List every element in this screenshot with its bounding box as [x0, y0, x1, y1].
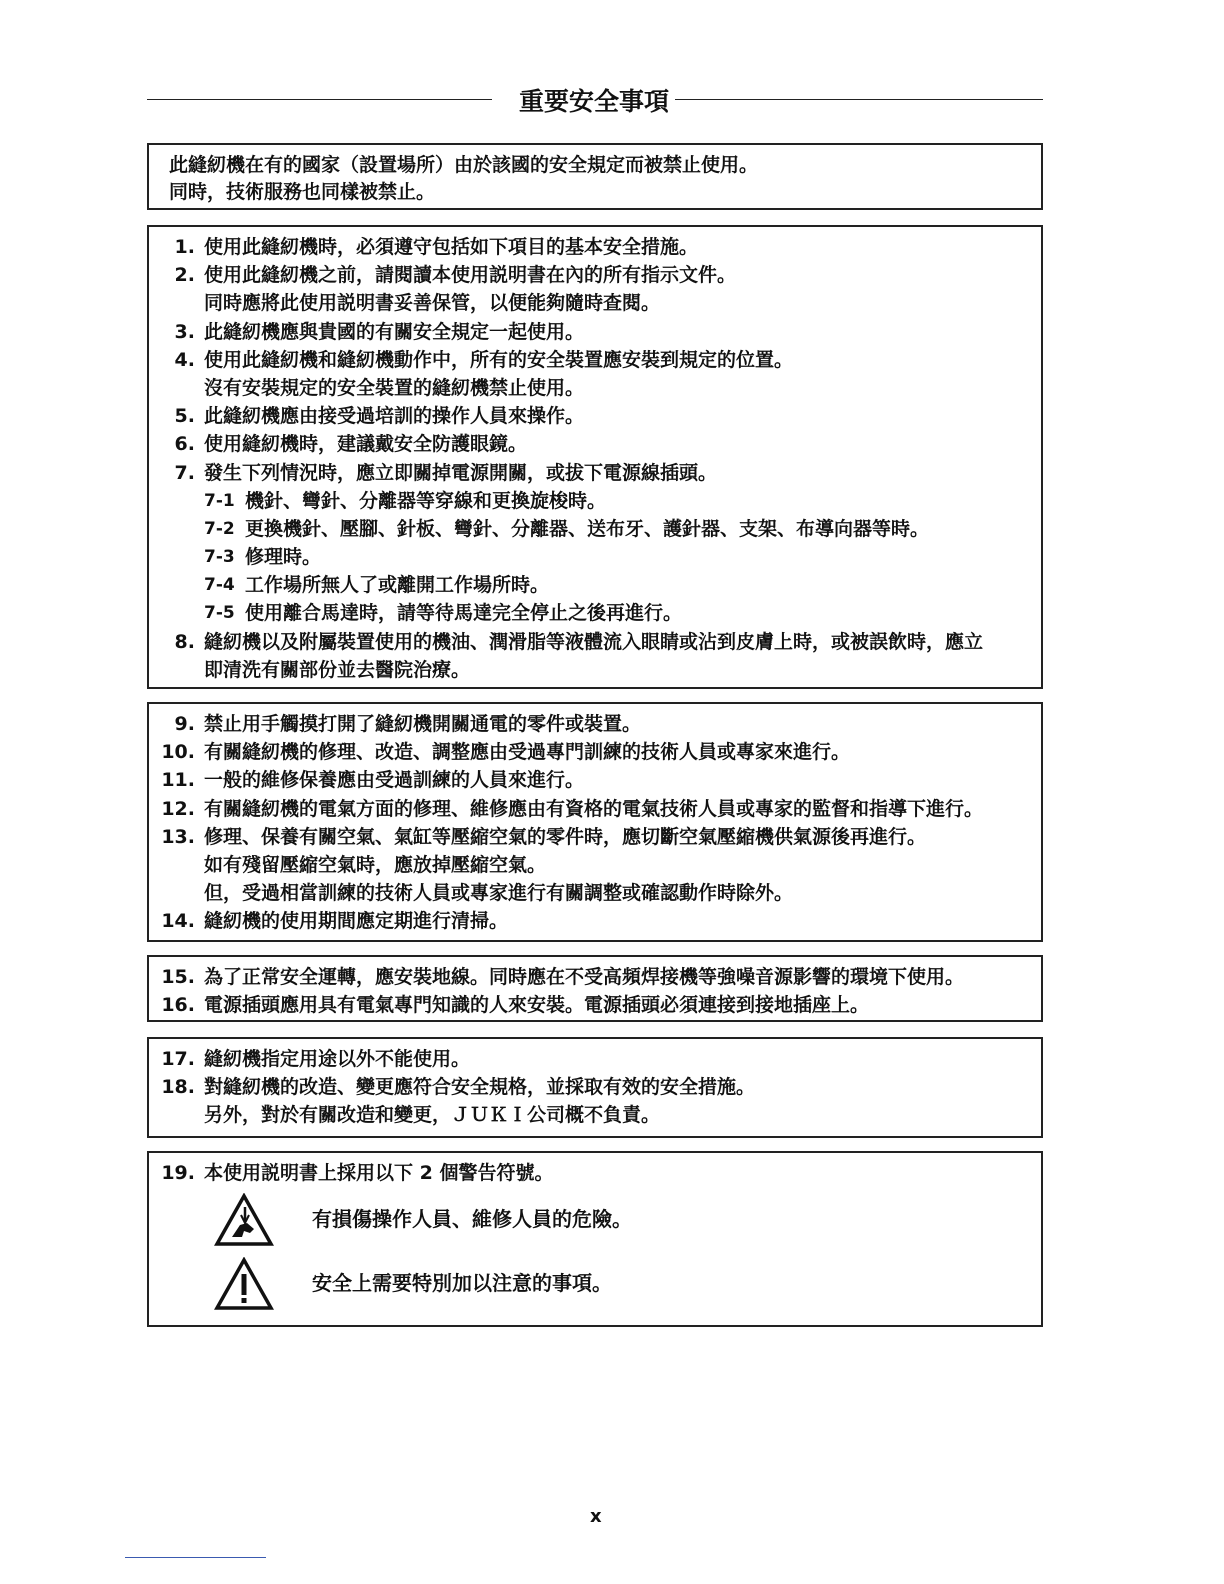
list-item — [149, 766, 1041, 794]
item-text: 此縫紉機應與貴國的有關安全規定一起使用。 — [204, 320, 585, 343]
item-number: 3. — [174, 320, 195, 343]
title-rule-left — [147, 99, 492, 100]
sub-list-item — [149, 487, 1041, 515]
item-number: 7. — [174, 461, 195, 484]
list-item — [149, 289, 1041, 317]
list-item — [149, 233, 1041, 261]
list-item — [149, 459, 1041, 487]
item-number: 14. — [161, 910, 195, 933]
item-text: 縫紉機的使用期間應定期進行清掃。 — [204, 910, 509, 933]
page-title: 重要安全事項 — [519, 87, 670, 116]
item-text: 使用此縫紉機之前，請閱讀本使用説明書在內的所有指示文件。 — [204, 264, 737, 287]
list-item — [149, 430, 1041, 458]
item-text: 如有殘留壓縮空氣時，應放掉壓縮空氣。 — [204, 853, 547, 876]
item-text: 禁止用手觸摸打開了縫紉機開關通電的零件或裝置。 — [204, 713, 642, 735]
sub-list-item — [149, 599, 1041, 627]
notice-line: 此縫紉機在有的國家（設置場所）由於該國的安全規定而被禁止使用。 — [169, 154, 759, 176]
symbol-row — [149, 1193, 1041, 1257]
safety-items-group-1 — [147, 225, 1043, 689]
symbol-description: 安全上需要特別加以注意的事項。 — [312, 1271, 612, 1296]
sub-list-item — [149, 571, 1041, 599]
item-number: 18. — [161, 1076, 195, 1099]
list-item — [149, 710, 1041, 738]
symbol-description: 有損傷操作人員、維修人員的危險。 — [312, 1207, 632, 1232]
item-text: 使用離合馬達時，請等待馬達完全停止之後再進行。 — [245, 602, 683, 625]
item-text: 機針、彎針、分離器等穿線和更換旋梭時。 — [245, 489, 607, 512]
hand-injury-warning-icon — [214, 1193, 274, 1247]
list-item — [149, 628, 1041, 656]
item-text: 發生下列情況時，應立即關掉電源開關，或拔下電源線插頭。 — [204, 461, 718, 484]
item-number: 15. — [161, 966, 195, 988]
list-item — [149, 1101, 1041, 1129]
page-header — [147, 80, 1043, 120]
item-text: 同時應將此使用説明書妥善保管，以便能夠隨時查閱。 — [204, 292, 661, 315]
item-text: 另外，對於有關改造和變更，ＪＵＫＩ公司概不負責。 — [204, 1104, 661, 1127]
item-number: 5. — [174, 405, 195, 428]
item-text: 使用此縫紉機時，必須遵守包括如下項目的基本安全措施。 — [204, 236, 699, 258]
item-text: 修理時。 — [245, 546, 322, 569]
list-item — [149, 318, 1041, 346]
list-item — [149, 374, 1041, 402]
item-text: 縫紉機以及附屬裝置使用的機油、潤滑脂等液體流入眼睛或沾到皮膚上時，或被誤飲時，應立 — [204, 630, 984, 653]
list-item — [149, 991, 1041, 1019]
item-text: 一般的維修保養應由受過訓練的人員來進行。 — [204, 769, 585, 792]
item-number: 17. — [161, 1048, 195, 1070]
list-item — [149, 963, 1041, 991]
safety-items-group-3 — [147, 955, 1043, 1022]
item-text: 更換機針、壓腳、針板、彎針、分離器、送布牙、護針器、支架、布導向器等時。 — [245, 517, 930, 540]
prohibition-notice-box — [147, 143, 1043, 210]
list-item — [149, 795, 1041, 823]
item-text: 縫紉機指定用途以外不能使用。 — [204, 1048, 471, 1070]
item-text: 但，受過相當訓練的技術人員或專家進行有關調整或確認動作時除外。 — [204, 882, 794, 905]
item-number: 7-4 — [204, 575, 235, 596]
item-number: 2. — [174, 264, 195, 287]
item-number: 4. — [174, 348, 195, 371]
item-text: 使用縫紉機時，建議戴安全防護眼鏡。 — [204, 433, 528, 456]
item-text: 對縫紉機的改造、變更應符合安全規格，並採取有效的安全措施。 — [204, 1076, 756, 1099]
title-rule-right — [675, 99, 1043, 100]
list-item — [149, 1045, 1041, 1073]
list-item — [149, 1073, 1041, 1101]
caution-exclamation-icon — [214, 1257, 274, 1311]
item-text: 此縫紉機應由接受過培訓的操作人員來操作。 — [204, 405, 585, 428]
item-number: 12. — [161, 797, 195, 820]
item-text: 修理、保養有關空氣、氣缸等壓縮空氣的零件時，應切斷空氣壓縮機供氣源後再進行。 — [204, 825, 927, 848]
safety-items-group-4 — [147, 1037, 1043, 1138]
list-item — [149, 346, 1041, 374]
item-number: 1. — [174, 236, 195, 258]
footer-rule — [125, 1557, 266, 1558]
list-item — [149, 907, 1041, 935]
safety-items-group-2 — [147, 702, 1043, 942]
list-item — [149, 261, 1041, 289]
item-number: 6. — [174, 433, 195, 456]
item-text: 使用此縫紉機和縫紉機動作中，所有的安全裝置應安裝到規定的位置。 — [204, 348, 794, 371]
warning-symbols-box — [147, 1151, 1043, 1327]
item-number: 11. — [161, 769, 195, 792]
item-number: 7-1 — [204, 490, 235, 511]
item-number: 9. — [174, 713, 195, 735]
item-text: 有關縫紉機的修理、改造、調整應由受過專門訓練的技術人員或專家來進行。 — [204, 741, 851, 764]
item-number: 16. — [161, 994, 195, 1017]
item-number: 10. — [161, 741, 195, 764]
item-number: 8. — [174, 630, 195, 653]
list-item — [149, 656, 1041, 684]
list-item — [149, 879, 1041, 907]
item-text: 沒有安裝規定的安全裝置的縫紉機禁止使用。 — [204, 376, 585, 399]
notice-line: 同時，技術服務也同樣被禁止。 — [169, 181, 436, 203]
page-number: x — [590, 1506, 602, 1527]
item-number: 7-3 — [204, 547, 235, 568]
item-text: 電源插頭應用具有電氣專門知識的人來安裝。電源插頭必須連接到接地插座上。 — [204, 994, 870, 1017]
item-text: 本使用説明書上採用以下 2 個警告符號。 — [204, 1162, 554, 1184]
item-text: 即清洗有關部份並去醫院治療。 — [204, 658, 471, 681]
list-item — [149, 1159, 1041, 1187]
list-item — [149, 402, 1041, 430]
item-text: 工作場所無人了或離開工作場所時。 — [245, 574, 550, 597]
item-text: 為了正常安全運轉，應安裝地線。同時應在不受高頻焊接機等強噪音源影響的環境下使用。 — [204, 966, 965, 988]
item-number: 7-2 — [204, 518, 235, 539]
item-number: 13. — [161, 825, 195, 848]
list-item — [149, 738, 1041, 766]
item-text: 有關縫紉機的電氣方面的修理、維修應由有資格的電氣技術人員或專家的監督和指導下進行。 — [204, 797, 984, 820]
item-number: 7-5 — [204, 603, 235, 624]
sub-list-item — [149, 543, 1041, 571]
symbol-row — [149, 1257, 1041, 1321]
list-item — [149, 823, 1041, 851]
item-number: 19. — [161, 1162, 195, 1184]
list-item — [149, 851, 1041, 879]
sub-list-item — [149, 515, 1041, 543]
